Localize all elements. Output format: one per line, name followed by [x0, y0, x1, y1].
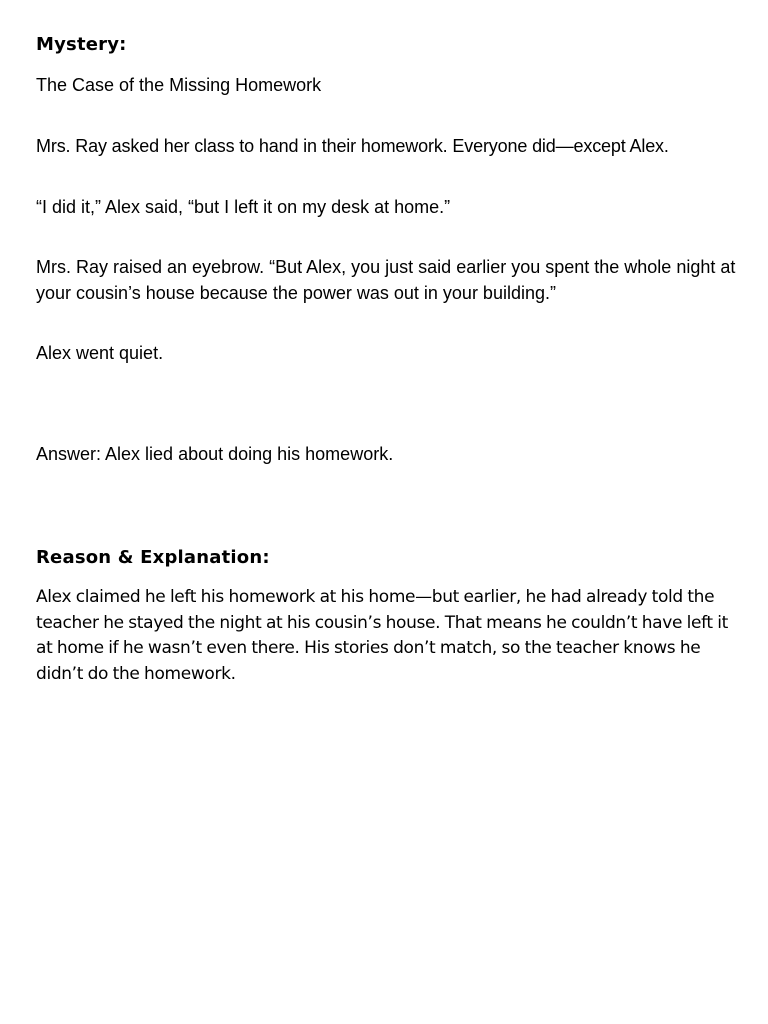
mystery-heading: Mystery:: [36, 34, 127, 55]
story-paragraph: Mrs. Ray asked her class to hand in their homework. Everyone did—except Alex.: [36, 136, 669, 156]
story-paragraph: “I did it,” Alex said, “but I left it on my desk at home.”: [36, 197, 451, 217]
explanation-text: Alex claimed he left his homework at his home—but earlier, he had already told the teacher he stayed the night at his cousin’s house. That means he couldn’t have left it at home if he wasn’t even there. His stories don’t match, so the teacher knows he didn’t do the homework.: [36, 587, 728, 684]
story-paragraph: Alex went quiet.: [36, 343, 164, 363]
story-paragraph: Mrs. Ray raised an eyebrow. “But Alex, you just said earlier you spent the whole night at your cousin’s house because the power was out in your building.”: [36, 257, 736, 303]
reason-heading: Reason & Explanation:: [36, 547, 270, 568]
story-title: The Case of the Missing Homework: [36, 75, 322, 95]
answer-text: Answer: Alex lied about doing his homework.: [36, 444, 394, 464]
